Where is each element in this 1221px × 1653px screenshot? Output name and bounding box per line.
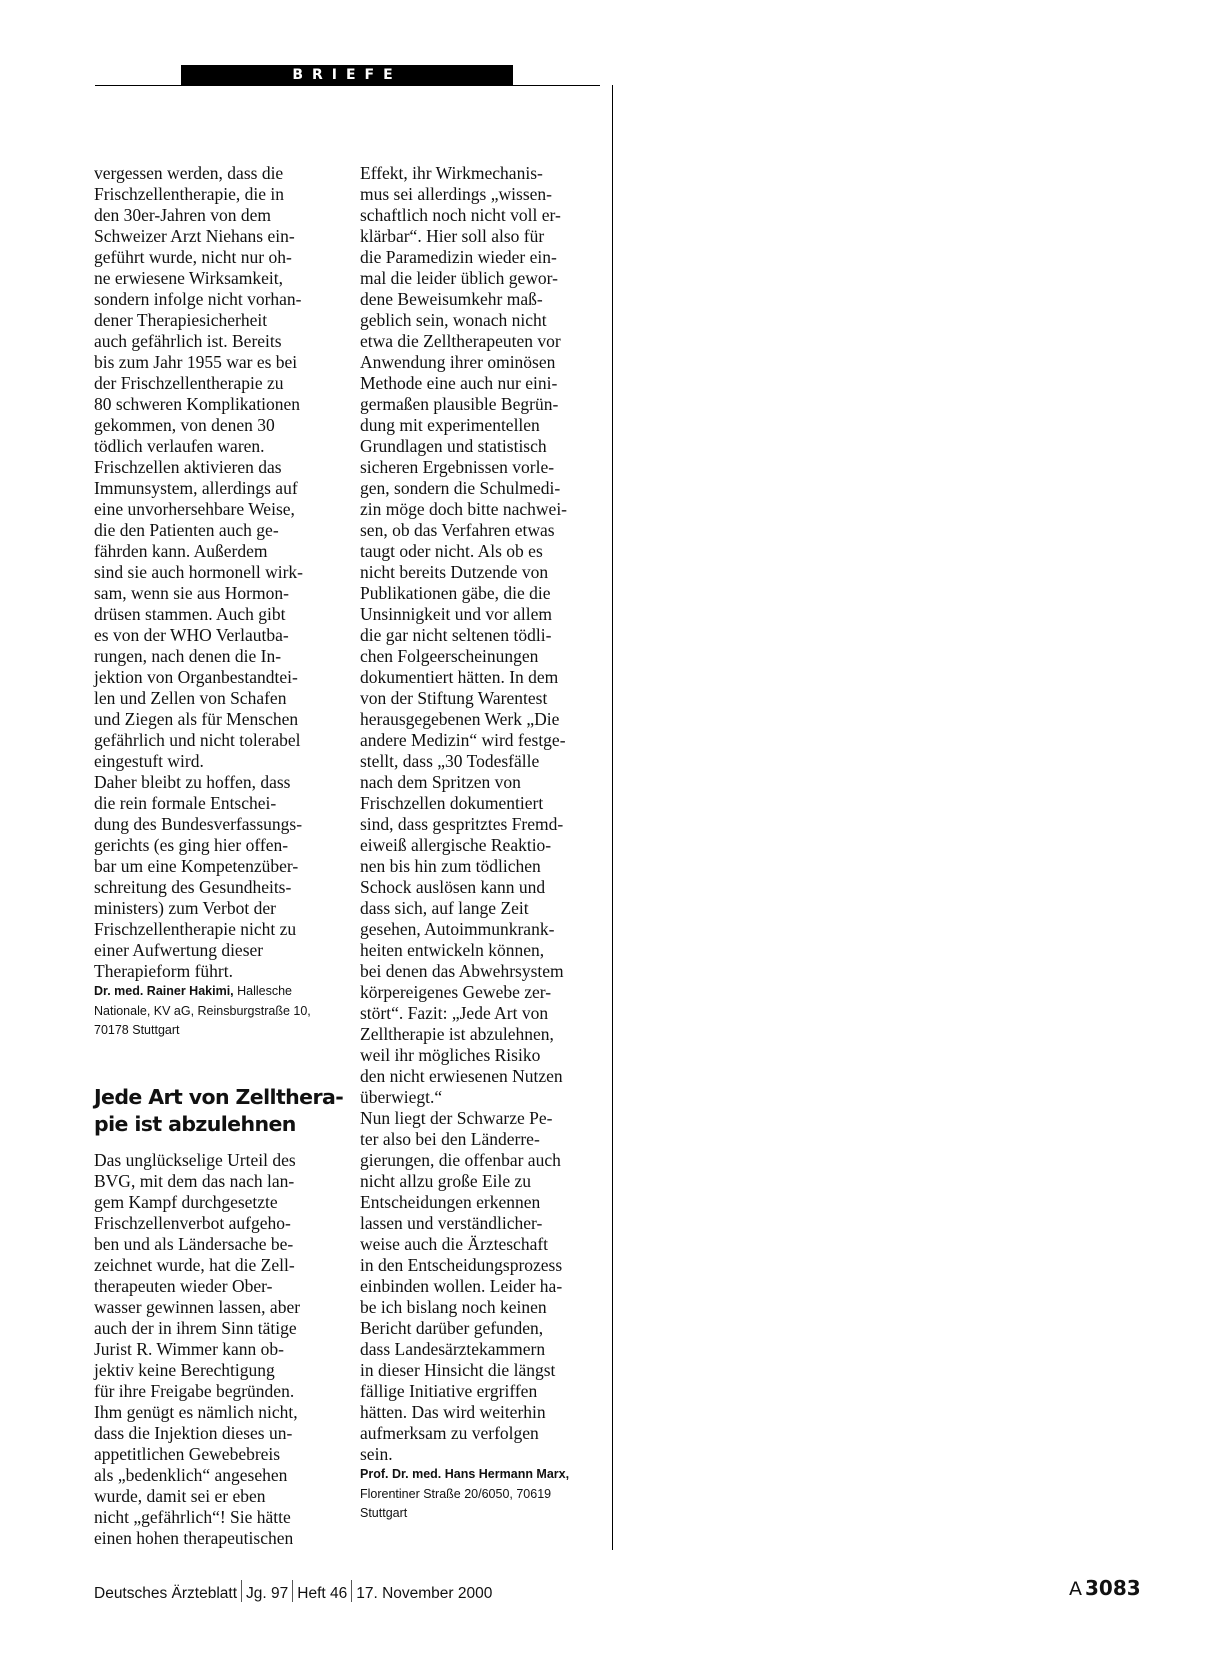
text-line: sen, ob das Verfahren etwas: [360, 520, 555, 540]
text-line: ter also bei den Länderre-: [360, 1129, 540, 1149]
text-line: bis zum Jahr 1955 war es bei: [94, 352, 298, 372]
text-line: den 30er-Jahren von dem: [94, 205, 272, 225]
footer-separator: [351, 1580, 352, 1602]
text-line: stellt, dass „30 Todesfälle: [360, 751, 540, 771]
letter2-sig-line2: Florentiner Straße 20/6050, 70619: [360, 1486, 552, 1501]
text-line: dokumentiert hätten. In dem: [360, 667, 559, 687]
text-line: mal die leider üblich gewor-: [360, 268, 558, 288]
page-number-value: 3083: [1085, 1576, 1141, 1600]
text-line: Unsinnigkeit und vor allem: [360, 604, 552, 624]
text-line: eine unvorhersehbare Weise,: [94, 499, 295, 519]
text-line: dung mit experimentellen: [360, 415, 540, 435]
journal-name: Deutsches Ärzteblatt: [94, 1585, 238, 1602]
letter2-body-right: [360, 163, 600, 1465]
footer: [94, 1580, 492, 1603]
text-line: gen, sondern die Schulmedi-: [360, 478, 561, 498]
letter1-author: Dr. med. Rainer Hakimi,: [94, 984, 234, 998]
text-line: ben und als Ländersache be-: [94, 1233, 294, 1254]
text-line: nicht bereits Dutzende von: [360, 562, 549, 582]
text-line: Anwendung ihrer ominösen: [360, 352, 556, 372]
text-line: nen bis hin zum tödlichen: [360, 856, 541, 876]
text-line: Frischzellenverbot aufgeho-: [94, 1212, 291, 1233]
left-column: [94, 163, 344, 1549]
text-line: in den Entscheidungsprozess: [360, 1255, 563, 1275]
letter2-body-left: [94, 1150, 334, 1549]
text-line: Ihm genügt es nämlich nicht,: [94, 1401, 298, 1422]
text-line: einer Aufwertung dieser: [94, 940, 264, 960]
text-line: gekommen, von denen 30: [94, 415, 275, 435]
letter1-body: [94, 163, 334, 982]
text-line: taugt oder nicht. Als ob es: [360, 541, 543, 561]
text-line: dass Landesärztekammern: [360, 1339, 546, 1359]
text-line: Nun liegt der Schwarze Pe-: [360, 1108, 553, 1128]
text-line: der Frischzellentherapie zu: [94, 373, 284, 393]
text-line: eiweiß allergische Reaktio-: [360, 835, 552, 855]
text-line: bar um eine Kompetenzüber-: [94, 856, 299, 876]
text-line: die gar nicht seltenen tödli-: [360, 625, 552, 645]
text-line: lassen und verständlicher-: [360, 1213, 543, 1233]
text-line: nicht allzu große Eile zu: [360, 1171, 532, 1191]
text-line: stört“. Fazit: „Jede Art von: [360, 1003, 549, 1023]
text-line: einen hohen therapeutischen: [94, 1527, 294, 1548]
column-divider: [612, 85, 613, 1550]
letter2-author: Prof. Dr. med. Hans Hermann Marx,: [360, 1467, 570, 1481]
text-line: sicheren Ergebnissen vorle-: [360, 457, 555, 477]
text-line: klärbar“. Hier soll also für: [360, 226, 545, 246]
text-line: eingestuft wird.: [94, 751, 204, 771]
text-line: körpereigenes Gewebe zer-: [360, 982, 552, 1002]
text-line: Entscheidungen erkennen: [360, 1192, 541, 1212]
text-line: überwiegt.“: [360, 1087, 443, 1107]
text-line: die Paramedizin wieder ein-: [360, 247, 557, 267]
page-prefix: A: [1069, 1578, 1082, 1600]
text-line: etwa die Zelltherapeuten vor: [360, 331, 561, 351]
text-line: therapeuten wieder Ober-: [94, 1275, 273, 1296]
text-line: Immunsystem, allerdings auf: [94, 478, 298, 498]
text-line: sondern infolge nicht vorhan-: [94, 289, 302, 309]
text-line: jektion von Organbestandtei-: [94, 667, 298, 687]
text-line: Methode eine auch nur eini-: [360, 373, 558, 393]
header-rule: [95, 85, 600, 86]
footer-separator: [292, 1580, 293, 1602]
text-line: Frischzellentherapie, die in: [94, 184, 284, 204]
text-line: dass sich, auf lange Zeit: [360, 898, 529, 918]
text-line: zin möge doch bitte nachwei-: [360, 499, 568, 519]
text-line: nach dem Spritzen von: [360, 772, 521, 792]
text-line: gierungen, die offenbar auch: [360, 1150, 561, 1170]
text-line: Zelltherapie ist abzulehnen,: [360, 1024, 554, 1044]
text-line: dung des Bundesverfassungs-: [94, 814, 303, 834]
text-line: sam, wenn sie aus Hormon-: [94, 583, 289, 603]
text-line: drüsen stammen. Auch gibt: [94, 604, 286, 624]
text-line: ministers) zum Verbot der: [94, 898, 276, 918]
text-line: andere Medizin“ wird festge-: [360, 730, 566, 750]
text-line: vergessen werden, dass die: [94, 163, 284, 183]
section-label: BRIEFE: [181, 65, 513, 85]
text-line: BVG, mit dem das nach lan-: [94, 1170, 295, 1191]
text-line: dass die Injektion dieses un-: [94, 1422, 293, 1443]
text-line: aufmerksam zu verfolgen: [360, 1423, 539, 1443]
text-line: es von der WHO Verlautba-: [94, 625, 289, 645]
text-line: tödlich verlaufen waren.: [94, 436, 265, 456]
text-line: von der Stiftung Warentest: [360, 688, 548, 708]
text-line: auch der in ihrem Sinn tätige: [94, 1317, 297, 1338]
text-line: Frischzellen dokumentiert: [360, 793, 544, 813]
text-line: sind, dass gespritztes Fremd-: [360, 814, 564, 834]
text-line: dene Beweisumkehr maß-: [360, 289, 543, 309]
text-line: auch gefährlich ist. Bereits: [94, 331, 282, 351]
text-line: gem Kampf durchgesetzte: [94, 1191, 278, 1212]
text-line: Frischzellen aktivieren das: [94, 457, 282, 477]
text-line: mus sei allerdings „wissen-: [360, 184, 552, 204]
text-line: für ihre Freigabe begründen.: [94, 1380, 295, 1401]
text-line: nicht „gefährlich“! Sie hätte: [94, 1506, 291, 1527]
volume: Jg. 97: [246, 1585, 289, 1602]
text-line: len und Zellen von Schafen: [94, 688, 287, 708]
text-line: Schock auslösen kann und: [360, 877, 546, 897]
text-line: gefährlich und nicht tolerabel: [94, 730, 301, 750]
page-number: [1069, 1576, 1141, 1600]
text-line: die den Patienten auch ge-: [94, 520, 279, 540]
text-line: weise auch die Ärzteschaft: [360, 1234, 549, 1254]
text-line: sind sie auch hormonell wirk-: [94, 562, 303, 582]
letter1-sig-line1: Hallesche: [233, 984, 293, 998]
text-line: ne erwiesene Wirksamkeit,: [94, 268, 283, 288]
text-line: Das unglückselige Urteil des: [94, 1149, 296, 1170]
text-line: Effekt, ihr Wirkmechanis-: [360, 163, 543, 183]
issue: Heft 46: [297, 1585, 348, 1602]
text-line: zeichnet wurde, hat die Zell-: [94, 1254, 295, 1275]
text-line: Publikationen gäbe, die die: [360, 583, 551, 603]
text-line: Grundlagen und statistisch: [360, 436, 547, 456]
headline-line: Jede Art von Zellthera-: [94, 1084, 344, 1109]
text-line: heiten entwickeln können,: [360, 940, 545, 960]
text-line: be ich bislang noch keinen: [360, 1297, 547, 1317]
text-line: schreitung des Gesundheits-: [94, 877, 292, 897]
text-line: dener Therapiesicherheit: [94, 310, 268, 330]
text-line: wasser gewinnen lassen, aber: [94, 1296, 301, 1317]
text-line: Therapieform führt.: [94, 961, 233, 981]
text-line: weil ihr mögliches Risiko: [360, 1045, 541, 1065]
text-line: appetitlichen Gewebebreis: [94, 1443, 281, 1464]
text-line: gesehen, Autoimmunkrank-: [360, 919, 555, 939]
text-line: Schweizer Arzt Niehans ein-: [94, 226, 295, 246]
text-line: geführt wurde, nicht nur oh-: [94, 247, 292, 267]
letter2-signature: [360, 1465, 600, 1524]
text-line: und Ziegen als für Menschen: [94, 709, 299, 729]
text-line: sein.: [360, 1444, 393, 1464]
text-line: Jurist R. Wimmer kann ob-: [94, 1338, 284, 1359]
issue-date: 17. November 2000: [356, 1585, 493, 1602]
text-line: fährden kann. Außerdem: [94, 541, 268, 561]
text-line: Bericht darüber gefunden,: [360, 1318, 544, 1338]
text-line: fällige Initiative ergriffen: [360, 1381, 538, 1401]
text-line: einbinden wollen. Leider ha-: [360, 1276, 563, 1296]
text-line: die rein formale Entschei-: [94, 793, 277, 813]
text-line: herausgegebenen Werk „Die: [360, 709, 560, 729]
letter2-sig-line3: Stuttgart: [360, 1506, 408, 1520]
headline-line: pie ist abzulehnen: [94, 1111, 296, 1136]
letter2-headline: [94, 1084, 344, 1138]
text-line: rungen, nach denen die In-: [94, 646, 282, 666]
footer-separator: [241, 1580, 242, 1602]
text-line: chen Folgeerscheinungen: [360, 646, 539, 666]
text-line: jektiv keine Berechtigung: [94, 1359, 275, 1380]
text-line: Daher bleibt zu hoffen, dass: [94, 772, 291, 792]
text-line: schaftlich noch nicht voll er-: [360, 205, 561, 225]
text-line: wurde, damit sei er eben: [94, 1485, 266, 1506]
text-line: bei denen das Abwehrsystem: [360, 961, 564, 981]
letter1-sig-line3: 70178 Stuttgart: [94, 1023, 180, 1037]
letter1-signature: [94, 982, 334, 1041]
text-line: Frischzellentherapie nicht zu: [94, 919, 297, 939]
text-line: germaßen plausible Begrün-: [360, 394, 559, 414]
text-line: geblich sein, wonach nicht: [360, 310, 547, 330]
text-line: als „bedenklich“ angesehen: [94, 1464, 288, 1485]
text-line: gerichts (es ging hier offen-: [94, 835, 289, 855]
text-line: 80 schweren Komplikationen: [94, 394, 301, 414]
text-line: den nicht erwiesenen Nutzen: [360, 1066, 563, 1086]
text-line: in dieser Hinsicht die längst: [360, 1360, 556, 1380]
right-column: [360, 163, 600, 1524]
letter1-sig-line2: Nationale, KV aG, Reinsburgstraße 10,: [94, 1003, 311, 1018]
text-line: hätten. Das wird weiterhin: [360, 1402, 546, 1422]
